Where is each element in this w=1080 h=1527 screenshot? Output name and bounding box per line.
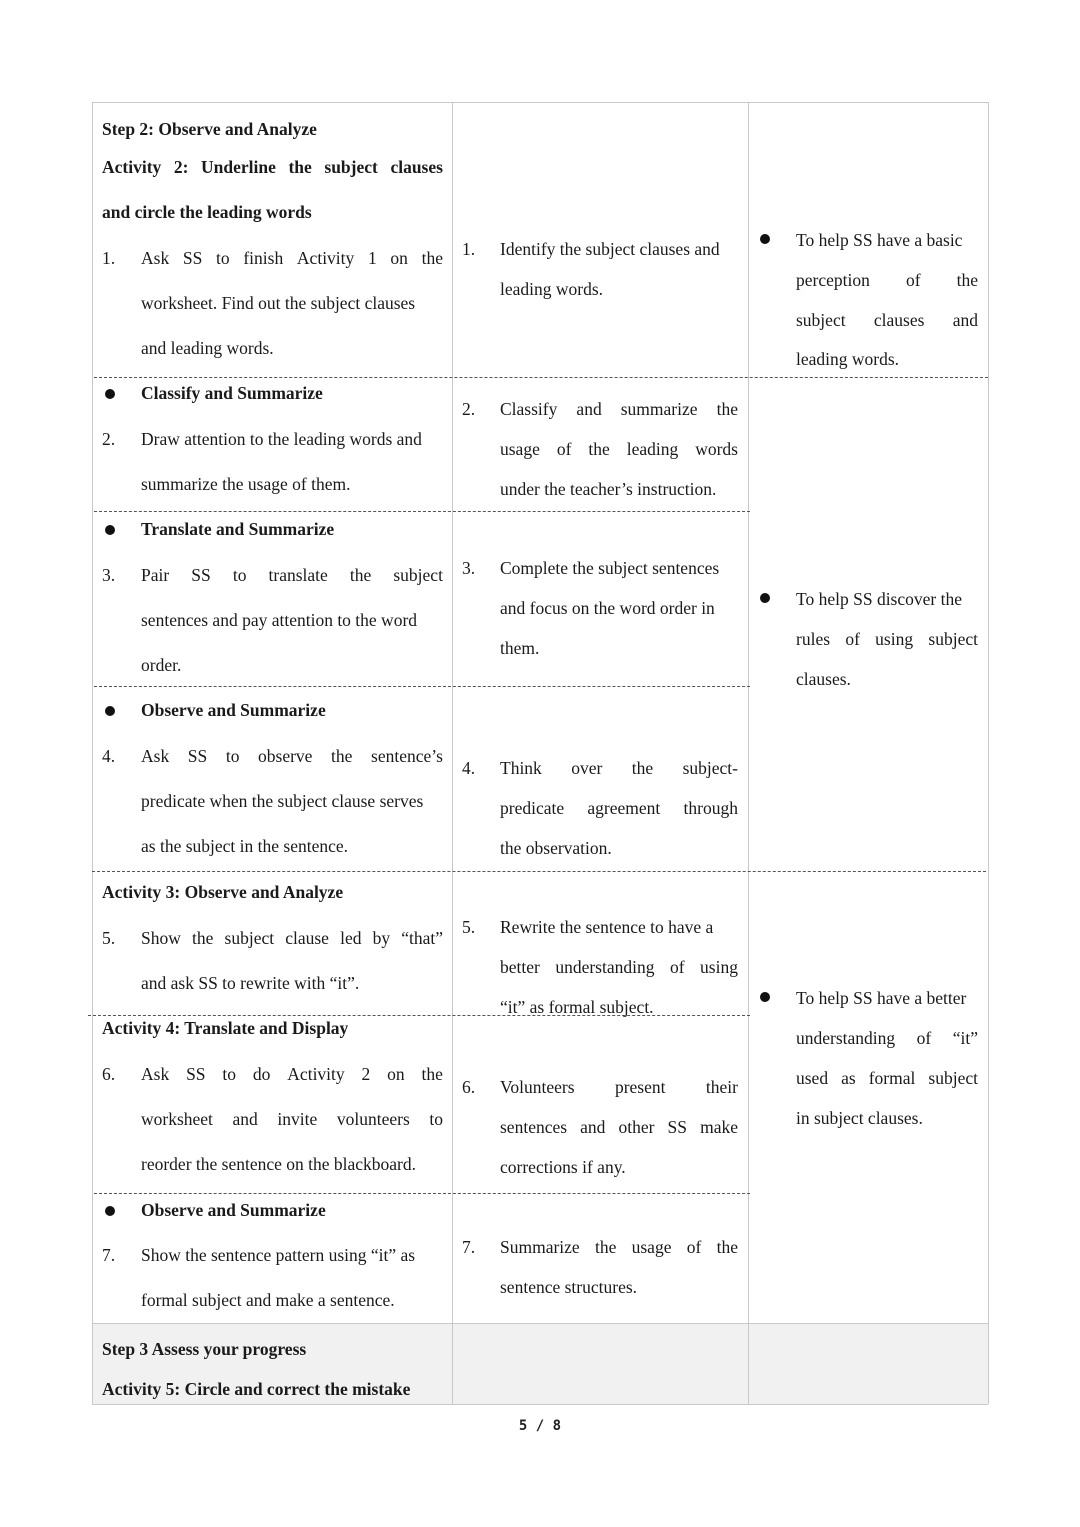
item1-line1: Ask SS to finish Activity 1 on the — [141, 248, 443, 268]
purpose3-line2: understanding of “it” — [796, 1028, 978, 1048]
item4-line2: predicate when the subject clause serves — [141, 791, 424, 811]
purpose1-line1: To help SS have a basic — [796, 230, 963, 250]
s-item6-line2: sentences and other SS make — [500, 1117, 738, 1137]
purpose2-line1: To help SS discover the — [796, 589, 962, 609]
row-divider-6 — [94, 1193, 750, 1194]
item7-number: 7. — [102, 1245, 116, 1265]
item1-line3: and leading words. — [141, 338, 274, 358]
purpose1-line4: leading words. — [796, 349, 900, 369]
s-item5-number: 5. — [462, 917, 476, 937]
bullet-icon — [105, 389, 115, 399]
item5-line2: and ask SS to rewrite with “it”. — [141, 973, 360, 993]
s-item3-line1: Complete the subject sentences — [500, 558, 720, 578]
activity2-title-line1: Activity 2: Underline the subject clauses — [102, 157, 443, 177]
item6-line3: reorder the sentence on the blackboard. — [141, 1154, 417, 1174]
s-item7-number: 7. — [462, 1237, 476, 1257]
item4-line3: as the subject in the sentence. — [141, 836, 349, 856]
activity2-title-line2: and circle the leading words — [102, 202, 312, 222]
s-item1-line1: Identify the subject clauses and — [500, 239, 720, 259]
s-item4-line3: the observation. — [500, 838, 612, 858]
step2-title: Step 2: Observe and Analyze — [102, 119, 317, 139]
item5-number: 5. — [102, 928, 116, 948]
activity5-title: Activity 5: Circle and correct the mistake — [102, 1379, 411, 1399]
purpose1-line3: subject clauses and — [796, 310, 978, 330]
item2-number: 2. — [102, 429, 116, 449]
s-item4-number: 4. — [462, 758, 476, 778]
column-divider-1 — [452, 102, 453, 1404]
s-item2-line1: Classify and summarize the — [500, 399, 738, 419]
s-item4-line1: Think over the subject- — [500, 758, 738, 778]
s-item3-number: 3. — [462, 558, 476, 578]
item5-line1: Show the subject clause led by “that” — [141, 928, 443, 948]
purpose3-line3: used as formal subject — [796, 1068, 978, 1088]
s-item1-number: 1. — [462, 239, 476, 259]
item4-number: 4. — [102, 746, 116, 766]
s-item3-line2: and focus on the word order in — [500, 598, 715, 618]
item2-line1: Draw attention to the leading words and — [141, 429, 422, 449]
item6-line1: Ask SS to do Activity 2 on the — [141, 1064, 443, 1084]
table-left-border — [92, 102, 93, 1404]
s-item2-number: 2. — [462, 399, 476, 419]
row-divider-4 — [92, 871, 986, 872]
observe-title: Observe and Summarize — [141, 700, 326, 720]
item7-line1: Show the sentence pattern using “it” as — [141, 1245, 416, 1265]
page-indicator: 5 / 8 — [518, 1418, 562, 1434]
item1-line2: worksheet. Find out the subject clauses — [141, 293, 416, 313]
s-item6-number: 6. — [462, 1077, 476, 1097]
observe2-title: Observe and Summarize — [141, 1200, 326, 1220]
table-right-border — [988, 102, 989, 1404]
row-divider-2 — [94, 511, 750, 512]
row-divider-3 — [94, 686, 750, 687]
s-item5-line2: better understanding of using — [500, 957, 738, 977]
item3-line1: Pair SS to translate the subject — [141, 565, 443, 585]
table-top-border — [92, 102, 988, 103]
item2-line2: summarize the usage of them. — [141, 474, 351, 494]
s-item2-line3: under the teacher’s instruction. — [500, 479, 717, 499]
purpose3-line1: To help SS have a better — [796, 988, 967, 1008]
purpose3-line4: in subject clauses. — [796, 1108, 923, 1128]
s-item1-line2: leading words. — [500, 279, 604, 299]
item3-number: 3. — [102, 565, 116, 585]
s-item5-line3: “it” as formal subject. — [500, 997, 654, 1017]
s-item7-line1: Summarize the usage of the — [500, 1237, 738, 1257]
s-item7-line2: sentence structures. — [500, 1277, 638, 1297]
table-bottom-border — [92, 1404, 988, 1405]
column-divider-2 — [748, 102, 749, 1404]
activity3-title: Activity 3: Observe and Analyze — [102, 882, 344, 902]
purpose2-line2: rules of using subject — [796, 629, 978, 649]
s-item3-line3: them. — [500, 638, 540, 658]
bullet-icon — [760, 234, 770, 244]
bullet-icon — [760, 992, 770, 1002]
s-item2-line2: usage of the leading words — [500, 439, 738, 459]
activity4-title: Activity 4: Translate and Display — [102, 1018, 349, 1038]
classify-title: Classify and Summarize — [141, 383, 323, 403]
bullet-icon — [105, 1206, 115, 1216]
item6-line2: worksheet and invite volunteers to — [141, 1109, 443, 1129]
purpose2-line3: clauses. — [796, 669, 851, 689]
s-item4-line2: predicate agreement through — [500, 798, 738, 818]
item3-line3: order. — [141, 655, 182, 675]
step3-row-border — [92, 1323, 988, 1324]
item7-line2: formal subject and make a sentence. — [141, 1290, 395, 1310]
s-item6-line1: Volunteers present their — [500, 1077, 738, 1097]
bullet-icon — [105, 525, 115, 535]
item4-line1: Ask SS to observe the sentence’s — [141, 746, 443, 766]
s-item5-line1: Rewrite the sentence to have a — [500, 917, 714, 937]
step3-title: Step 3 Assess your progress — [102, 1339, 307, 1359]
item6-number: 6. — [102, 1064, 116, 1084]
bullet-icon — [760, 593, 770, 603]
row-divider-1 — [94, 377, 988, 378]
translate-title: Translate and Summarize — [141, 519, 335, 539]
bullet-icon — [105, 706, 115, 716]
item3-line2: sentences and pay attention to the word — [141, 610, 418, 630]
purpose1-line2: perception of the — [796, 270, 978, 290]
item1-number: 1. — [102, 248, 116, 268]
s-item6-line3: corrections if any. — [500, 1157, 626, 1177]
